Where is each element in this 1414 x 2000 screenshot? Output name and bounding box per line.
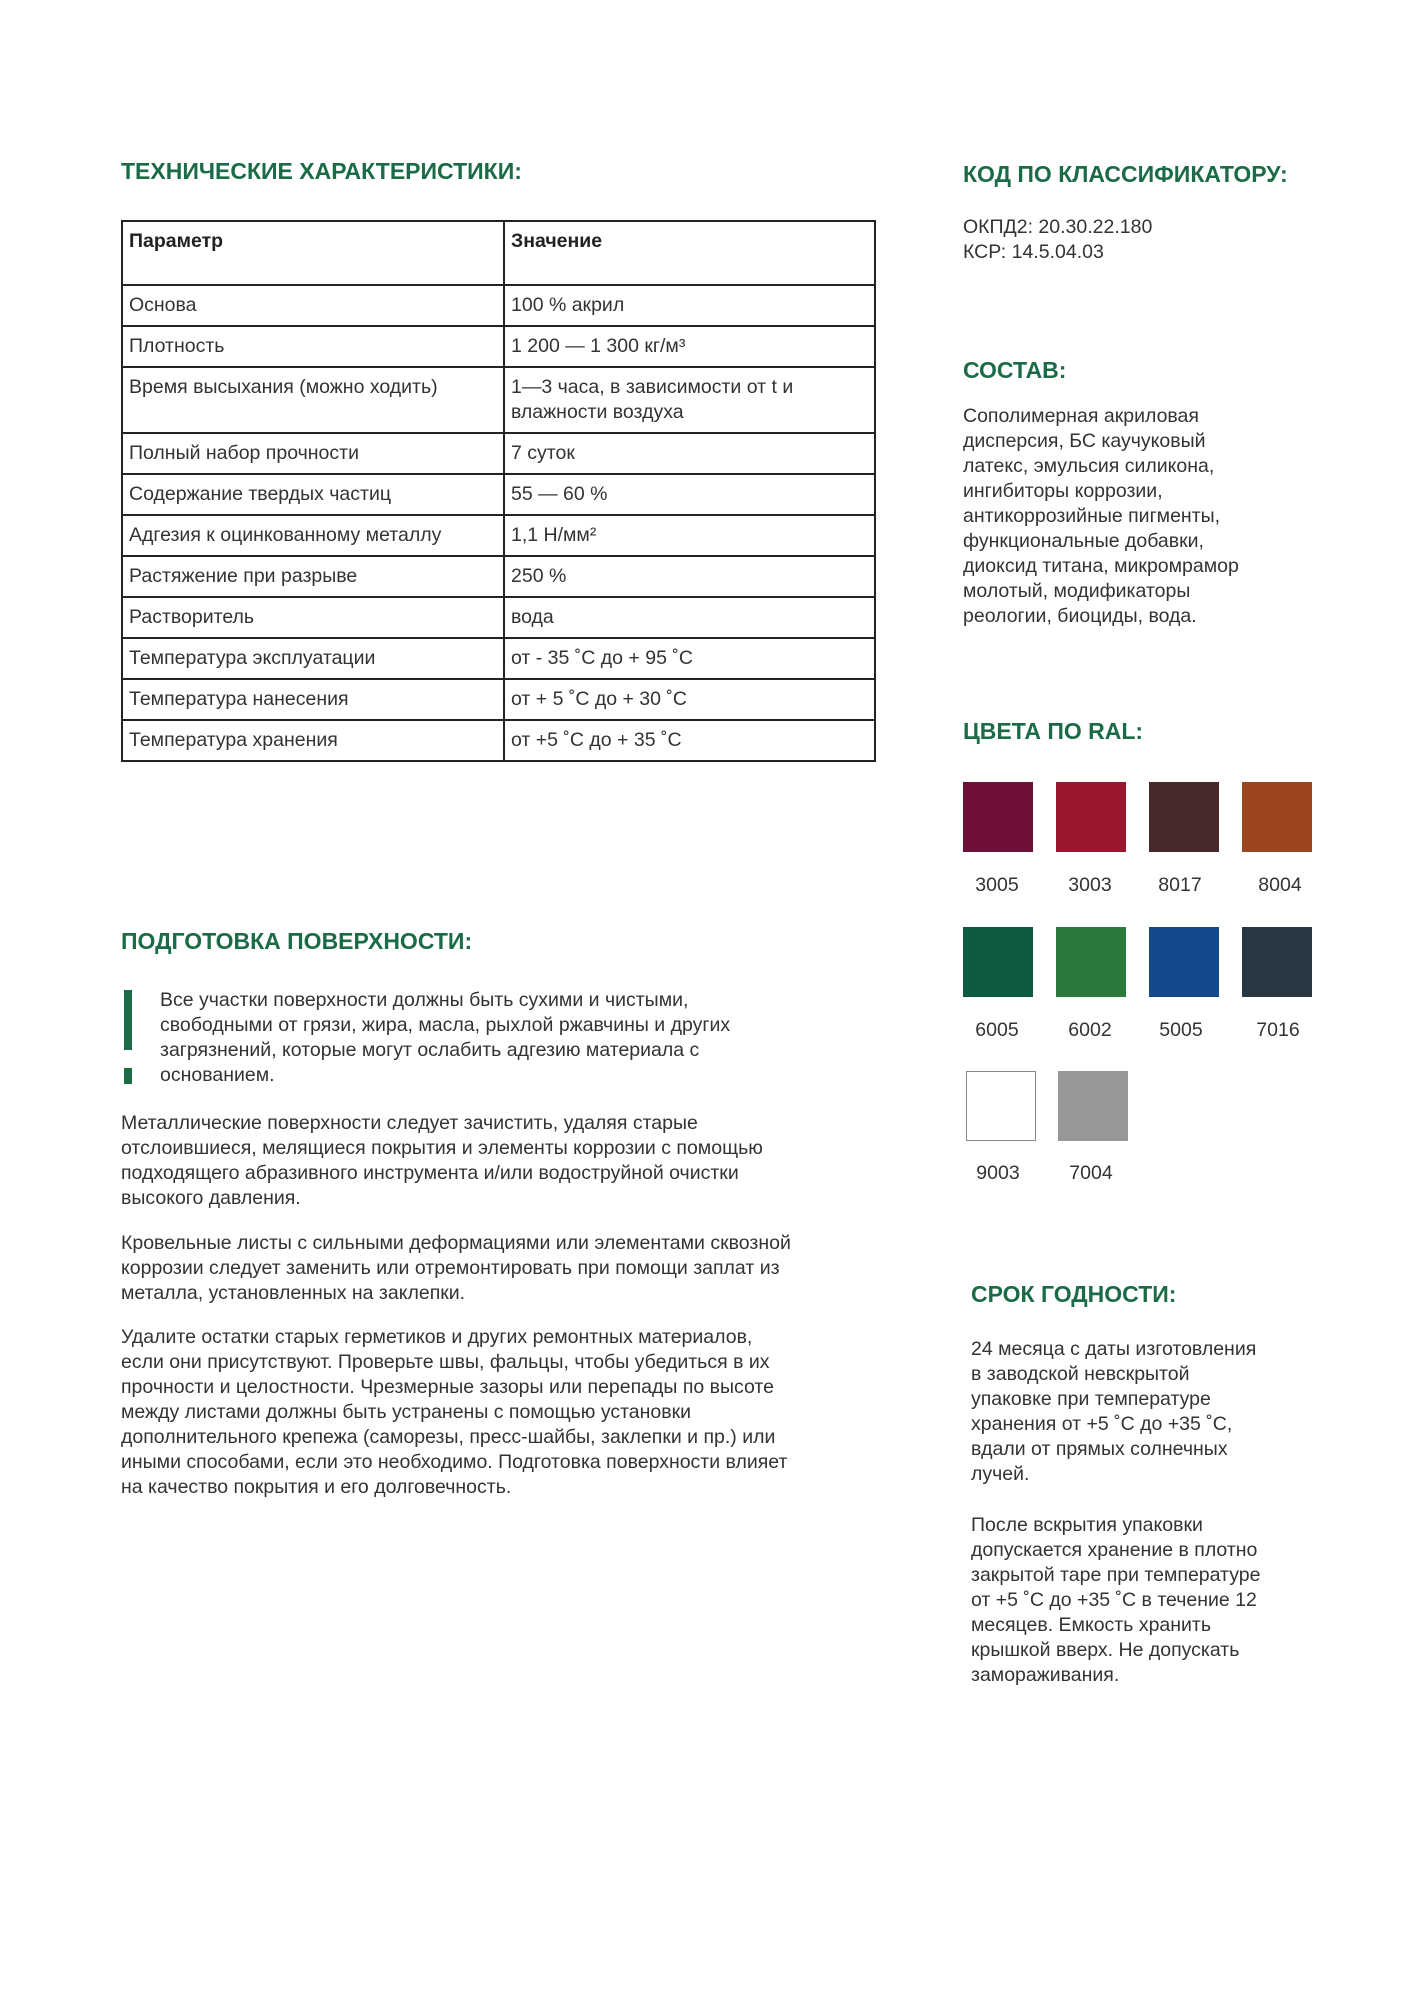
value-line: влажности воздуха	[511, 401, 684, 423]
value-line: 1—3 часа, в зависимости от t и	[511, 376, 794, 398]
param-cell: Температура нанесения	[122, 679, 504, 720]
prep-heading: ПОДГОТОВКА ПОВЕРХНОСТИ:	[121, 928, 473, 954]
param-cell: Полный набор прочности	[122, 433, 504, 474]
text-line: от +5 ˚С до +35 ˚С в течение 12	[971, 1589, 1257, 1611]
table-row	[122, 515, 875, 556]
table-row	[122, 433, 875, 474]
text-line: диоксид титана, микромрамор	[963, 555, 1239, 577]
composition-heading: СОСТАВ:	[963, 357, 1067, 383]
value-cell: от - 35 ˚С до + 95 ˚С	[504, 638, 875, 679]
ral-heading: ЦВЕТА ПО RAL:	[963, 718, 1144, 744]
value-cell: 55 — 60 %	[504, 474, 875, 515]
ral-label: 5005	[1159, 1019, 1203, 1041]
ral-swatch-7004[interactable]	[1058, 1071, 1128, 1141]
text-line: хранения от +5 ˚С до +35 ˚С,	[971, 1413, 1233, 1435]
text-line: прочности и целостности. Чрезмерные зазоры или перепады по высоте	[121, 1376, 774, 1398]
okpd2-code: ОКПД2: 20.30.22.180	[963, 216, 1153, 238]
value-cell: 100 % акрил	[504, 285, 875, 326]
text-line: функциональные добавки,	[963, 530, 1204, 552]
tech-heading: ТЕХНИЧЕСКИЕ ХАРАКТЕРИСТИКИ:	[121, 158, 522, 184]
text-line: иными способами, если это необходимо. Подготовка поверхности влияет	[121, 1451, 788, 1473]
text-line: металла, установленных на заклепки.	[121, 1282, 466, 1304]
table-header-row	[122, 221, 875, 285]
shelf-life-paragraph-2	[971, 1513, 1260, 1688]
param-cell: Растворитель	[122, 597, 504, 638]
col-param-header: Параметр	[122, 221, 504, 285]
param-cell: Время высыхания (можно ходить)	[122, 367, 504, 433]
param-cell: Адгезия к оцинкованному металлу	[122, 515, 504, 556]
text-line: основанием.	[160, 1064, 275, 1086]
param-cell: Температура эксплуатации	[122, 638, 504, 679]
text-line: если они присутствуют. Проверьте швы, фальцы, чтобы убедиться в их	[121, 1351, 770, 1373]
shelf-life-paragraph-1	[971, 1337, 1256, 1487]
text-line: антикоррозийные пигменты,	[963, 505, 1221, 527]
ral-label: 6005	[975, 1019, 1019, 1041]
col-value-header: Значение	[504, 221, 875, 285]
ral-swatch-8004[interactable]	[1242, 782, 1312, 852]
prep-quote	[160, 988, 730, 1088]
table-row	[122, 556, 875, 597]
text-line: упаковке при температуре	[971, 1388, 1211, 1410]
table-row	[122, 720, 875, 761]
value-cell: 1 200 — 1 300 кг/м³	[504, 326, 875, 367]
shelf-life-heading: СРОК ГОДНОСТИ:	[971, 1281, 1177, 1307]
text-line: Все участки поверхности должны быть сухими и чистыми,	[160, 989, 689, 1011]
text-line: Кровельные листы с сильными деформациями или элементами сквозной	[121, 1232, 791, 1254]
value-cell: от +5 ˚С до + 35 ˚С	[504, 720, 875, 761]
value-cell	[504, 367, 875, 433]
classifier-heading: КОД ПО КЛАССИФИКАТОРУ:	[963, 161, 1288, 187]
text-line: Сополимерная акриловая	[963, 405, 1199, 427]
ral-swatch-8017[interactable]	[1149, 782, 1219, 852]
spec-table	[121, 220, 876, 762]
table-row	[122, 474, 875, 515]
value-cell: 1,1 Н/мм²	[504, 515, 875, 556]
text-line: между листами должны быть устранены с помощью установки	[121, 1401, 692, 1423]
ral-swatch-6005[interactable]	[963, 927, 1033, 997]
ral-label: 6002	[1068, 1019, 1112, 1041]
ral-label: 3005	[975, 874, 1019, 896]
text-line: загрязнений, которые могут ослабить адгезию материала с	[160, 1039, 700, 1061]
ral-swatch-5005[interactable]	[1149, 927, 1219, 997]
text-line: на качество покрытия и его долговечность.	[121, 1476, 512, 1498]
text-line: отслоившиеся, мелящиеся покрытия и элементы коррозии с помощью	[121, 1137, 763, 1159]
table-row	[122, 326, 875, 367]
text-line: свободными от грязи, жира, масла, рыхлой ржавчины и других	[160, 1014, 731, 1036]
ral-swatch-3005[interactable]	[963, 782, 1033, 852]
text-line: Удалите остатки старых герметиков и других ремонтных материалов,	[121, 1326, 753, 1348]
param-cell: Содержание твердых частиц	[122, 474, 504, 515]
quote-bar-short	[124, 1068, 132, 1084]
text-line: Металлические поверхности следует зачистить, удаляя старые	[121, 1112, 698, 1134]
ral-swatch-7016[interactable]	[1242, 927, 1312, 997]
param-cell: Растяжение при разрыве	[122, 556, 504, 597]
text-line: 24 месяца с даты изготовления	[971, 1338, 1257, 1360]
text-line: в заводской невскрытой	[971, 1363, 1190, 1385]
classifier-codes	[963, 215, 1152, 265]
text-line: дисперсия, БС каучуковый	[963, 430, 1206, 452]
text-line: подходящего абразивного инструмента и/или водоструйной очистки	[121, 1162, 739, 1184]
text-line: закрытой таре при температуре	[971, 1564, 1261, 1586]
text-line: высокого давления.	[121, 1187, 301, 1209]
prep-paragraph-1	[121, 1111, 763, 1211]
value-cell: вода	[504, 597, 875, 638]
ral-label: 9003	[976, 1162, 1020, 1184]
value-cell: 7 суток	[504, 433, 875, 474]
table-row	[122, 285, 875, 326]
text-line: молотый, модификаторы	[963, 580, 1191, 602]
text-line: реологии, биоциды, вода.	[963, 605, 1197, 627]
text-line: дополнительного крепежа (саморезы, пресс-шайбы, заклепки и пр.) или	[121, 1426, 776, 1448]
table-row	[122, 597, 875, 638]
param-cell: Плотность	[122, 326, 504, 367]
ral-label: 8017	[1158, 874, 1202, 896]
value-cell: 250 %	[504, 556, 875, 597]
composition-text	[963, 404, 1239, 629]
text-line: вдали от прямых солнечных	[971, 1438, 1228, 1460]
text-line: замораживания.	[971, 1664, 1120, 1686]
ral-label: 8004	[1258, 874, 1302, 896]
ral-label: 7016	[1256, 1019, 1300, 1041]
ksr-code: КСР: 14.5.04.03	[963, 241, 1104, 263]
text-line: лучей.	[971, 1463, 1030, 1485]
prep-paragraph-3	[121, 1325, 787, 1500]
table-row	[122, 367, 875, 433]
param-cell: Температура хранения	[122, 720, 504, 761]
value-cell: от + 5 ˚С до + 30 ˚С	[504, 679, 875, 720]
text-line: крышкой вверх. Не допускать	[971, 1639, 1240, 1661]
param-cell: Основа	[122, 285, 504, 326]
text-line: коррозии следует заменить или отремонтировать при помощи заплат из	[121, 1257, 780, 1279]
ral-swatch-6002[interactable]	[1056, 927, 1126, 997]
table-row	[122, 638, 875, 679]
ral-label: 7004	[1069, 1162, 1113, 1184]
text-line: ингибиторы коррозии,	[963, 480, 1163, 502]
text-line: латекс, эмульсия силикона,	[963, 455, 1215, 477]
table-row	[122, 679, 875, 720]
text-line: допускается хранение в плотно	[971, 1539, 1258, 1561]
quote-bar-long	[124, 990, 132, 1050]
ral-swatch-9003[interactable]	[966, 1071, 1036, 1141]
ral-label: 3003	[1068, 874, 1112, 896]
ral-swatch-3003[interactable]	[1056, 782, 1126, 852]
prep-paragraph-2	[121, 1231, 791, 1306]
text-line: После вскрытия упаковки	[971, 1514, 1203, 1536]
text-line: месяцев. Емкость хранить	[971, 1614, 1212, 1636]
